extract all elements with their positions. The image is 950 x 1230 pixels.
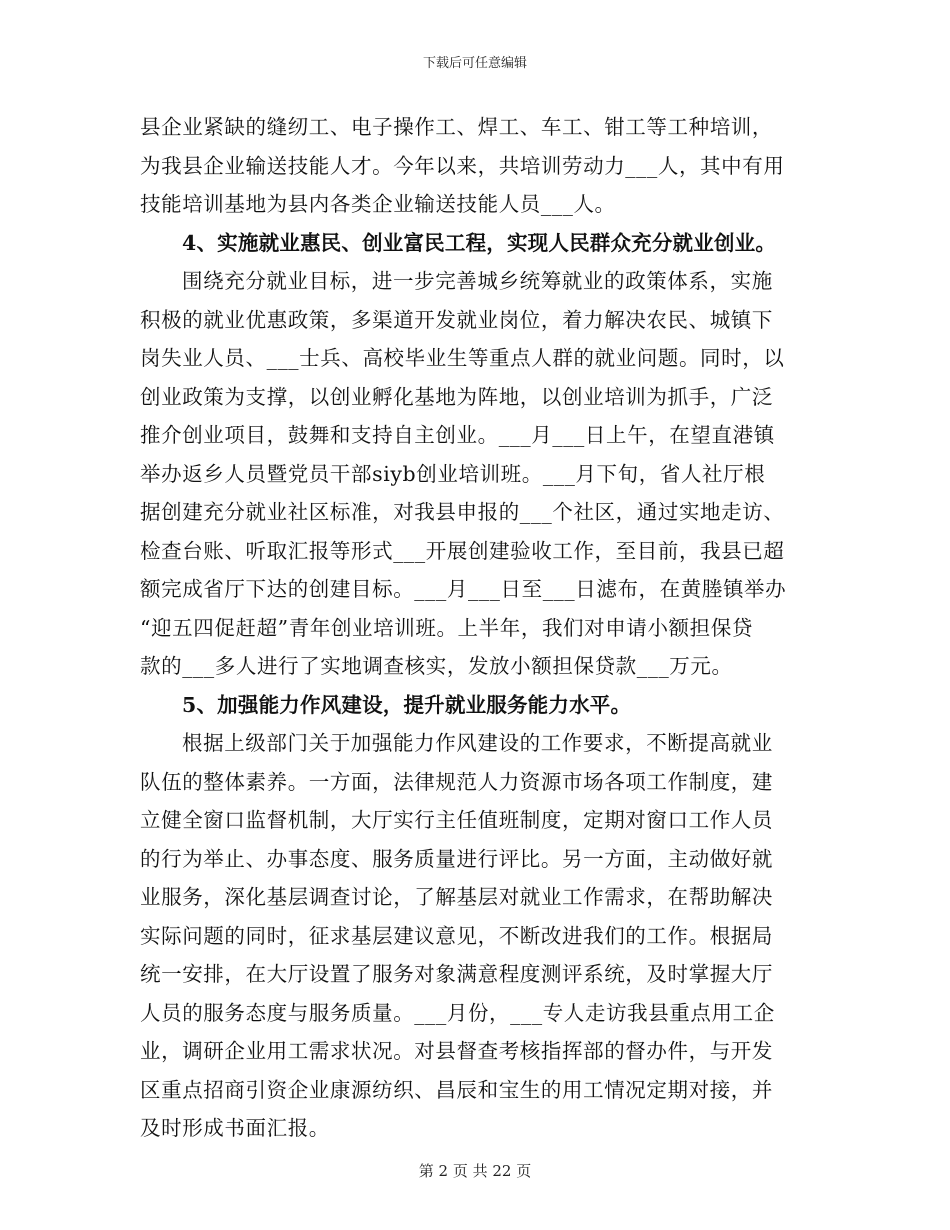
- text-line: 队伍的整体素养。一方面，法律规范人力资源市场各项工作制度，建: [140, 769, 773, 794]
- section-heading-5: 5、加强能力作风建设，提升就业服务能力水平。: [182, 692, 632, 717]
- text-line: “迎五四促赶超”青年创业培训班。上半年，我们对申请小额担保贷: [140, 615, 753, 640]
- text-line: 区重点招商引资企业康源纺织、昌辰和宝生的用工情况定期对接，并: [140, 1077, 773, 1102]
- text-line: 举办返乡人员暨党员干部siyb创业培训班。___月下旬，省人社厅根: [140, 461, 766, 486]
- section-heading-4: 4、实施就业惠民、创业富民工程，实现人民群众充分就业创业。: [182, 230, 777, 255]
- page-header: 下载后可任意编辑: [422, 56, 527, 71]
- text-line: 积极的就业优惠政策，多渠道开发就业岗位，着力解决农民、城镇下: [140, 307, 773, 332]
- paragraph-start: 围绕充分就业目标，进一步完善城乡统筹就业的政策体系，实施: [182, 269, 773, 293]
- text-line: 据创建充分就业社区标准，对我县申报的___个社区，通过实地走访、: [140, 500, 785, 524]
- page-number: 第 2 页 共 22 页: [418, 1162, 532, 1180]
- document-body: [140, 108, 805, 1148]
- text-line: 检查台账、听取汇报等形式___开展创建验收工作，至目前，我县已超: [140, 538, 785, 563]
- text-line: 实际问题的同时，征求基层建议意见，不断改进我们的工作。根据局: [140, 923, 773, 948]
- text-line: 立健全窗口监督机制，大厅实行主任值班制度，定期对窗口工作人员: [140, 808, 773, 832]
- text-line: 业，调研企业用工需求状况。对县督查考核指挥部的督办件，与开发: [140, 1039, 773, 1063]
- text-line: 统一安排，在大厅设置了服务对象满意程度测评系统，及时掌握大厅: [140, 962, 773, 986]
- text-line: 技能培训基地为县内各类企业输送技能人员___人。: [140, 192, 616, 216]
- text-line: 县企业紧缺的缝纫工、电子操作工、焊工、车工、钳工等工种培训，: [140, 115, 773, 139]
- text-line: 岗失业人员、___士兵、高校毕业生等重点人群的就业问题。同时，以: [140, 346, 785, 370]
- paragraph-start: 根据上级部门关于加强能力作风建设的工作要求，不断提高就业: [182, 731, 773, 755]
- text-line: 人员的服务态度与服务质量。___月份，___专人走访我县重点用工企: [140, 1000, 775, 1025]
- text-line: 款的___多人进行了实地调查核实，发放小额担保贷款___万元。: [140, 654, 733, 678]
- text-line: 推介创业项目，鼓舞和支持自主创业。___月___日上午，在望直港镇: [140, 423, 775, 447]
- text-line: 业服务，深化基层调查讨论，了解基层对就业工作需求，在帮助解决: [140, 885, 773, 909]
- text-line: 为我县企业输送技能人才。今年以来，共培训劳动力___人，其中有用: [140, 153, 785, 178]
- text-line: 及时形成书面汇报。: [140, 1116, 330, 1140]
- text-line: 创业政策为支撑，以创业孵化基地为阵地，以创业培训为抓手，广泛: [140, 384, 773, 409]
- text-line: 额完成省厅下达的创建目标。___月___日至___日滤布，在黄塍镇举办: [140, 577, 787, 601]
- text-line: 的行为举止、办事态度、服务质量进行评比。另一方面，主动做好就: [140, 846, 773, 871]
